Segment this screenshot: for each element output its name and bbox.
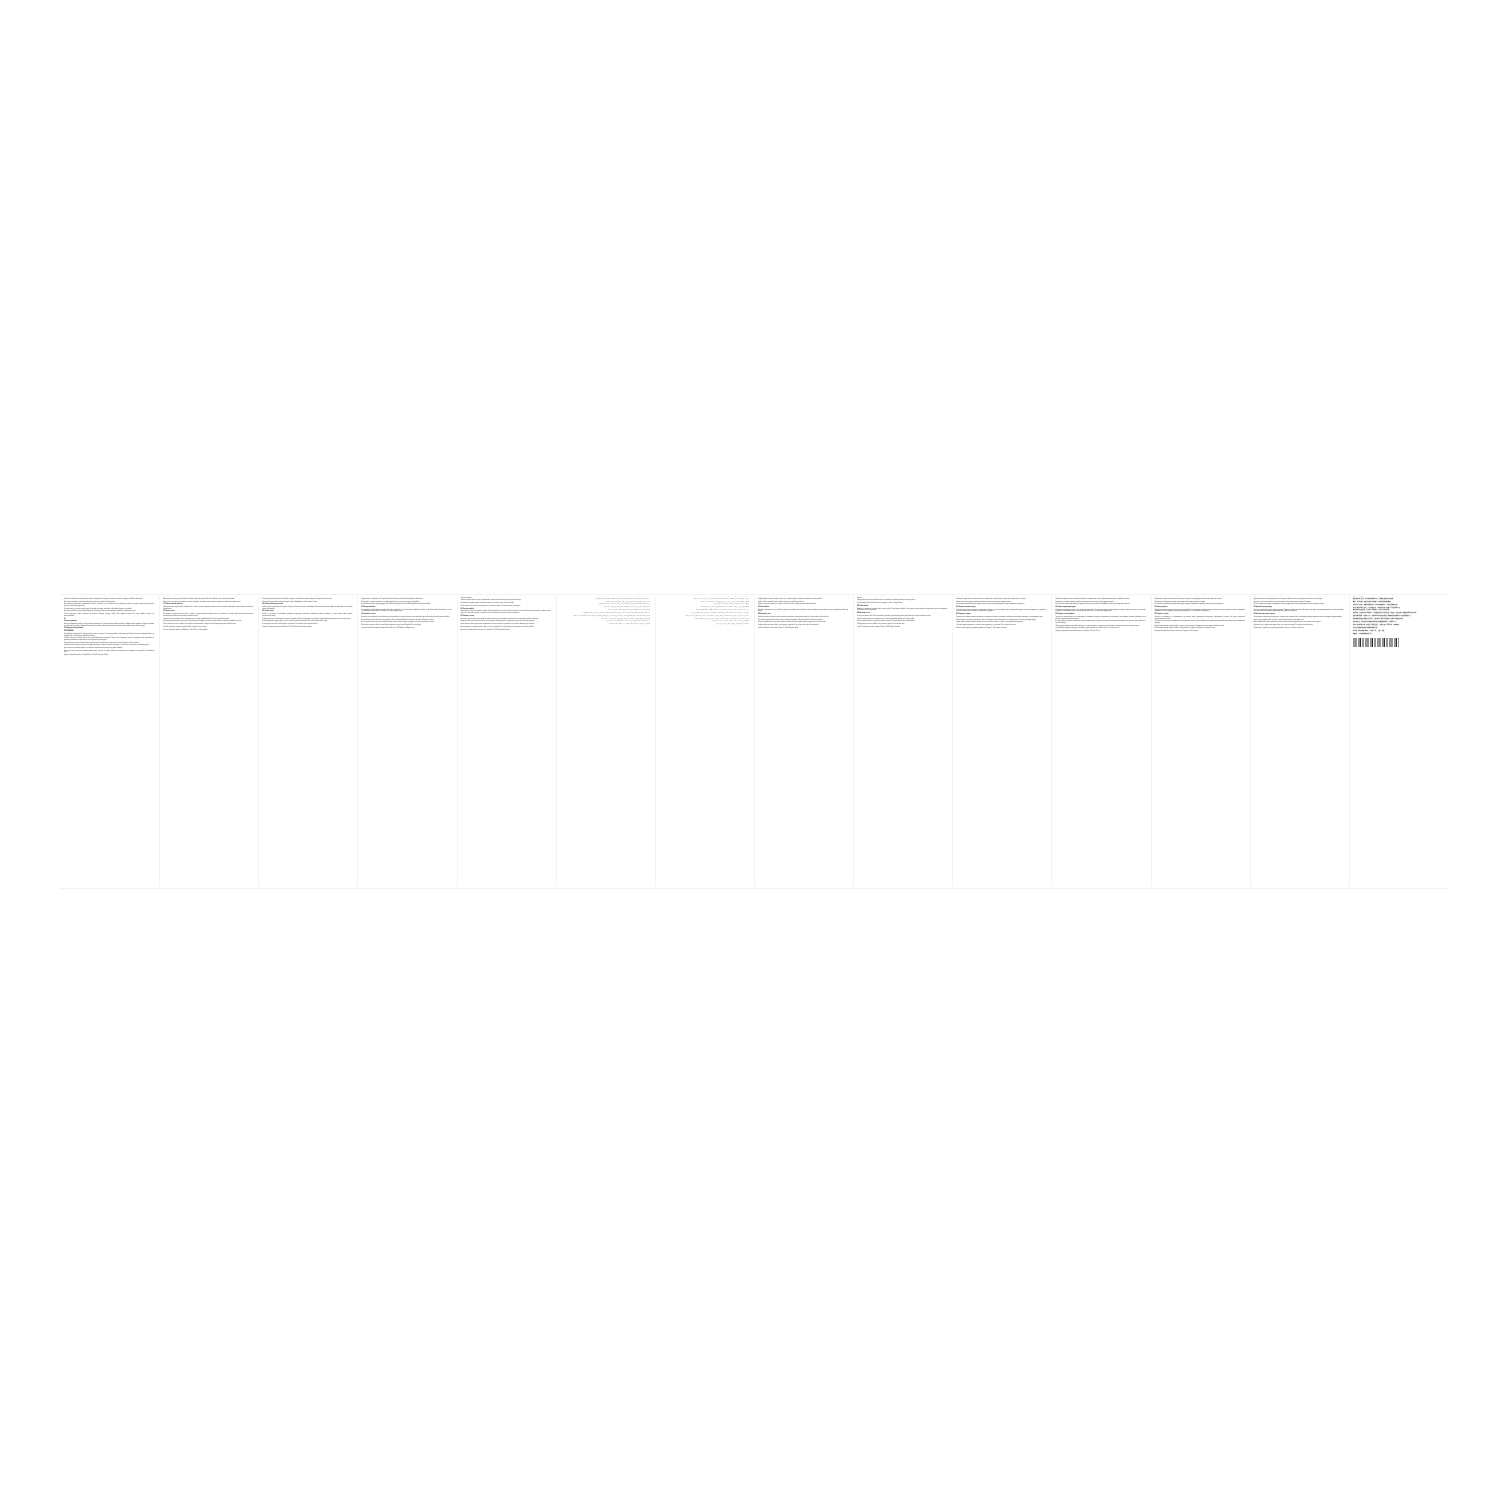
paragraph: Nie uzywaj urzadzenia, jesli przewod zasilajacy jest uszkodzony. Naprawe moze wykonywac wylacznie autoryzowany serwis. xyxy=(64,611,136,613)
paragraph: Підключайте прилад лише до заземленої розетки з напругою, що відповідає зазначеній на заводській табличці. xyxy=(1154,598,1222,600)
paragraph: Uvoznik: Distributer kucanskih uredjaja, Primjer 6, 10000 Zagreb, Hrvatska xyxy=(857,626,901,628)
paragraph: prije prve upotrebe pazljivo procitajte upute za uporabu i zadrzite ih za kasnije potrebe. Uredjaj je namijenjen isključivo za kucnu uporabu u zatvorenom prostoru. xyxy=(857,596,948,599)
paragraph: Не оставяйте включения уред без надзор. Децата могат да използват уреда само под наблюдение на възрастен. xyxy=(956,604,1025,606)
paragraph: Nie zanurzaj urzadzenia, przewodu zasilajacego ani wtyczki w wodzie lub innych plynach. xyxy=(64,601,116,603)
paragraph: Ostrzezenie: Urzadzenie nalezy podlaczac wylacznie do gniazda sieciowego z uziemieniem o napieciu zgodnym z tabliczka znamionowa. xyxy=(64,598,143,600)
section-heading: 请将产品放置在平整、稳固且干燥的台面上，距桌边至少 20 厘米，远离热源。 xyxy=(1352,624,1400,626)
paragraph: Барлық жөндеу жұмыстарын тек уәкілетті қызмет көрсету орталығы орындауы тиіс. xyxy=(1253,619,1304,621)
paragraph: Забороняється занурювати прилад, шнур живлення або вилку у воду чи інші рідини. xyxy=(1154,601,1206,603)
paragraph: Uredjaj prikljucite samo na uzemljenu uticnicu s naponom koji odgovara podacima na nazivnoj plocici. xyxy=(857,600,916,602)
section-heading: CZ Zaruka a servis xyxy=(163,611,175,613)
paragraph: Uredjaj postavite na ravnu, stabilnu i suhu povrsinu, najmanje 20 cm od ruba stola. xyxy=(857,624,905,626)
paragraph: حماية البيئة: مواد التعبئة قابلة لإعادة التدوير. لا تتخلص من الجهاز مع النفايات المنزلية بل سلمه إلى مركز تجميع الأجهزة الكهربائية. xyxy=(582,612,650,614)
paragraph: Nie pozostawiaj wlaczonego urzadzenia bez nadzoru. Urzadzenie nie jest przeznaczone do obslugi przez dzieci ani osoby o ograniczonej sprawnosci fizycznej, czuciowej lub psychicznej. xyxy=(64,604,155,607)
paragraph: Преди първата употреба измийте всички части, които влизат в контакт с храна, с топла вода и миещ препарат. xyxy=(956,622,1024,624)
leaflet-column-fa xyxy=(655,596,754,886)
leaflet-column-hu xyxy=(357,596,456,886)
paragraph: ضع الجهاز على سطح مستوٍ وثابت وجاف بعيداً عن حافة الطاولة وعن مصادر الحرارة. xyxy=(605,621,650,623)
paragraph: Nikdy neponorujte pristroj, privodni kabel ani vidlici do vody nebo jinych kapalin. Hrozi nebezpeci urazu elektrickym proudem. xyxy=(163,598,235,600)
section-heading: PL Gwarancja i obsluga klienta xyxy=(64,628,84,630)
paragraph: Всички ремонти трябва да се извършват само от оторизиран сервиз. Използването на неоригинални части може да повреди уреда. xyxy=(956,619,1036,621)
section-heading: 环境保护：包装材料可回收利用。产品报废后请勿与生活垃圾一同丢弃，应交由电子电器废弃物回收点处理。 xyxy=(1352,613,1418,615)
leaflet-column-kk xyxy=(1250,596,1349,886)
paragraph: Усі ремонтні роботи мають виконувати лише авторизовані сервісні центри. Використання неоригінальних деталей може призвести до пошкодження приладу. xyxy=(1154,621,1245,624)
paragraph: Құрылғыны алғаш пайдаланбас бұрын осы нұсқаулықты мұқият оқып шығыңыз және оны кейінірек пайдалану үшін сақтап қойыңыз. xyxy=(1253,596,1334,597)
section-heading: 进口商：家用电器代理商，示例路 1 号，上海，中国 xyxy=(1352,630,1385,632)
paragraph: پس از هر بار استفاده و پیش از تمیز کردن، دوشاخه را از پریز بکشید و بگذارید دستگاه کاملاً خنک شود. xyxy=(695,610,749,612)
fold-line xyxy=(457,596,458,886)
fold-line xyxy=(357,596,358,886)
fold-line xyxy=(258,596,259,886)
paragraph: الضمان والخدمة: لا يشمل الضمان الأعطال الناتجة عن الاستخدام غير الصحيح أو عدم الالتزام بالتعليمات أو إصلاح الجهاز بواسطة أشخاص غير مؤهلين. xyxy=(572,615,650,617)
paragraph: Поставете уреда върху равна, стабилна и суха повърхност, на най-малко 20 см от ръба на масата. xyxy=(956,625,1016,627)
paragraph: Importator: Distribuitor de electrocasnice, Str. Exemplu 7, 010101 Bucuresti, Romania xyxy=(460,629,510,631)
paragraph: Никога не потапяйте уреда, захранващия кабел или щепсела във вода или други течности. xyxy=(956,601,1012,603)
paragraph: Figyelmeztetes: a keszuleket csak a tipustablan jelzett feszultsegu, foldelt halozati aljzathoz csatlakoztassa. xyxy=(361,598,424,600)
section-heading: 使用说明与安全须知 xyxy=(1352,596,1365,597)
paragraph: Құрылғыны тегіс, тұрақты және құрғақ бетке, үстел шетінен кемінде 20 см қашықтықта орнатыңыз. xyxy=(1253,625,1314,627)
paragraph: تحذير: قم بتوصيل الجهاز فقط بمأخذ تيار مؤرض يطابق الجهد المبين على لوحة البيانات. xyxy=(604,601,650,603)
paragraph: حفاظت از محیط زیست: مواد بسته‌بندی قابل بازیافت هستند. دستگاه فرسوده را همراه با زباله خانگی دور نریزید. xyxy=(690,612,749,614)
paragraph: المستورد: موزع الأجهزة المنزلية، شارع المثال ٤، دبي، الإمارات العربية المتحدة xyxy=(609,624,650,626)
paragraph: Pred zapojenim pristroja do siete skontrolujte, ci napatie v sieti odpoveda napatiu uvedenemu na typovom stitku pristroja. xyxy=(262,598,332,600)
paragraph: Nu introduceti niciodata aparatul, cablul de alimentare sau stecherul in apa sau in alte lichide. xyxy=(460,603,515,605)
leaflet-column-zh xyxy=(1349,596,1448,886)
paragraph: Wszelkie czynnosci serwisowe nalezy zlecac wykwalifikowanemu personelowi. Uzycie czesci zamiennych innych niz oryginalne moze doprowadzic do powaznego uszkodzenia urzadzenia oraz utraty uprawnien gwarancyjnych. xyxy=(64,638,155,641)
fold-line xyxy=(1349,596,1350,886)
fold-line xyxy=(159,596,160,886)
paragraph: Prije prve uporabe operite sve dijelove koji dolaze u kontakt s hranom toplom vodom i deterdzentom. xyxy=(857,621,915,623)
section-heading: HU Kornyezetvedelem xyxy=(361,607,376,609)
paragraph: Az elso hasznalat elott mossa el az etelekkel erintkezo osszes alkatreszt meleg, mosogatoszeres vizben, majd torolje szarazra. xyxy=(361,622,435,624)
paragraph: Popravke smije obavljati samo ovlasteni servis. Uporaba neoriginalnih dijelova moze ostetiti uredjaj. xyxy=(857,618,915,620)
paragraph: Po zakonczeniu pracy zawsze wyjmij wtyczke z gniazda sieciowego i odczekaj do calkowitego ostygniecia urzadzenia. xyxy=(64,608,132,610)
paragraph: Гарантия не распространяется на повреждения, возникшие вследствие неправильной эксплуатации, несоблюдения указаний руководства или ремонта неуполномоченными лицами. xyxy=(1055,616,1146,620)
paragraph: قبل الاستخدام الأول اغسل جميع الأجزاء التي تلامس الطعام بماء دافئ ومنظف ثم جففها جيداً. xyxy=(601,618,650,620)
section-heading: 警告：仅可将本产品连接至电压与铭牌标示相符的接地电源插座。 xyxy=(1352,601,1392,603)
paragraph: Подключайте прибор только к заземленной розетке с напряжением, соответствующим указанному на заводской табличке. xyxy=(1055,598,1130,600)
paragraph: Uredjaj, kabl za napajanje ili utikac nikada ne potapajte u vodu ili druge tekucine. xyxy=(757,601,805,603)
paragraph: Перед первым применением вымойте все детали, соприкасающиеся с продуктами, теплой водой с моющим средством и насухо вытрите. xyxy=(1055,625,1140,627)
paragraph: Перед першим використанням вимийте всі деталі, що контактують із продуктами, теплою водою з мийним засобом. xyxy=(1154,625,1225,627)
section-heading: Ochrona srodowiska xyxy=(64,621,77,623)
barcode xyxy=(1353,638,1399,647)
section-heading: 切勿将产品主体、电源线或插头浸入水中或其他液体中，以免发生触电危险。 xyxy=(1352,604,1399,606)
paragraph: Nie przenos ani nie przesuwaj urzadzenia podczas pracy. Ustaw je na stabilnej, plaskiej i suchej powierzchni, w odleglosci co najmniej 20 cm od krawedzi stolu. xyxy=(64,650,155,654)
section-heading: UPOZORNENIE xyxy=(64,631,74,633)
paragraph: Przed pierwszym uzyciem dokladnie umyj wszystkie elementy majace kontakt z zywnoscia. Nie zanurzaj korpusu silnika w wodzie. xyxy=(64,642,139,644)
section-heading: BG Гаранция и сервиз xyxy=(956,614,971,616)
paragraph: Ambalajul este realizat din materiale reciclabile. Predati ambalajul la un centru de colectare selectiva. La sfarsitul duratei de viata, aparatul nu trebuie aruncat impreuna cu deseurile menajere, ci predat unui centru de colectare a deseurilor electrice si electronice. xyxy=(460,611,551,614)
paragraph: Импортер: Дистрибьютор бытовой техники, ул. Пример 1, Москва, Россия xyxy=(1055,631,1100,633)
paragraph: Dovozca: Distributor spotrebicov, Prikladova 5, 811 01 Bratislava, Slovenska republika xyxy=(262,626,312,628)
section-heading: تعليمات الاستخدام والسلامة xyxy=(632,596,650,597)
fold-line xyxy=(754,596,755,886)
fold-line xyxy=(853,596,854,886)
leaflet-column-ro xyxy=(457,596,556,886)
paragraph: vyrobku, je treba jeho prvni pouziti pohovorem navodu vyrobce. Po ukonceni pouzivani pristroj vzdy odpojte od elektricke site vytazenim vidlice ze zasuvky. xyxy=(163,596,252,597)
paragraph: Garancija ne pokriva stete nastale nepravilnom uporabom, nepostivanjem uputa ili popravkom koji je izvrsila neovlastena osoba. xyxy=(857,615,931,617)
paragraph: واردکننده: توزیع‌کننده لوازم خانگی، خیابان نمونه ۹، تهران، ایران xyxy=(716,624,749,626)
paragraph: Zaruka sa nevztahuje na poskodenia sposobene nespravnym pouzivanim, nedodrzanim pokynov uvedenych v tomto navode alebo zasahom neautorizovanej osoby. xyxy=(262,614,353,617)
paragraph: Sve popravke prepustite ovlascenom servisu. Upotreba neoriginalnih delova moze dovesti do ostecenja uredjaja. xyxy=(757,619,823,621)
paragraph: Упаковочные материалы пригодны для вторичной переработки. По окончании срока службы прибор не следует выбрасывать вместе с бытовыми отходами, его необходимо сдать в пункт сбора электрического и электронного оборудования. xyxy=(1055,609,1146,613)
paragraph: دستگاه را روی سطحی صاف، محکم و خشک و دور از لبه میز قرار دهید. xyxy=(711,621,749,623)
paragraph: دستگاه روشن را بدون نظارت رها نکنید و اجازه ندهید کودکان بدون نظارت از آن استفاده کنند. xyxy=(700,607,749,609)
section-heading: SK Ochrana zivotneho prostredia xyxy=(262,604,283,606)
paragraph: A csomagolas ujrahasznosithato anyagbol kesult. A csomagolast a helyi eloirasoknak megfeleloen helyezze el. Az elhasznalodott keszuleket ne a hazi szemetbe dobja, hanem adja le az elektromos hulladekot gyujto helyen. xyxy=(361,609,452,613)
paragraph: Перед первым использованием прибора внимательно прочитайте настоящее руководство и сохраните его для дальнейшего использования. xyxy=(1055,596,1141,597)
section-heading: 首次使用本产品前，请仔细阅读本说明书，并妥善保管以供日后参考。 xyxy=(1352,598,1395,600)
paragraph: Obalovy material je recyklovatelny. Likvidujte obal v souladu s mistnimi predpisy. Vyrobek po skonceni zivotnosti odevzdejte do sberneho dvora urceneho pro elektrozarizeni. xyxy=(163,607,254,610)
section-heading: 产品技术参数请参阅机身底部的铭牌标签。 xyxy=(1352,627,1379,629)
section-heading: RU Гарантия и обслуживание xyxy=(1055,614,1075,616)
paragraph: Conectati aparatul numai la o priza cu impamantare, avand tensiunea indicata pe placuta cu date tehnice. xyxy=(460,600,522,602)
paragraph: Запрещается погружать прибор, сетевой шнур или штепсельную вилку в воду и другие жидкости. xyxy=(1055,601,1115,603)
fold-line xyxy=(655,596,656,886)
section-heading: RU Защита окружающей среды xyxy=(1055,607,1076,609)
paragraph: Кепілдік дұрыс пайдаланбау, нұсқаулықты сақтамау немесе уәкілетті емес тұлғалардың жөндеуі салдарынан болған зақымдарға қолданылмайды. xyxy=(1253,616,1343,618)
paragraph: Przed czyszczeniem odlacz urzadzenie od zasilania. Obudowe przetrzyj miekka, lekko wilgotna szmatka. Nie stosuj srodkow sciernych ani rozpuszczalnikow. xyxy=(64,614,155,617)
leaflet-column-bg xyxy=(952,596,1051,886)
section-heading: UK Гарантія та сервіс xyxy=(1154,614,1169,616)
paragraph: Опаковъчният материал подлежи на рециклиране. В края на експлоатационния срок не изхвърляйте уреда с битовите отпадъци, а го предайте в пункт за събиране на електрическо и електронно оборудване. xyxy=(956,609,1047,613)
section-heading: 每次使用后及清洁前，请先拔下电源插头，并待产品完全冷却。 xyxy=(1352,610,1391,612)
section-heading: KK Кепілдік және қызмет көрсету xyxy=(1253,614,1276,616)
leaflet-column-sr xyxy=(754,596,853,886)
paragraph: Гаранцията не покрива повреди, причинени от неправилна употреба, неспазване на указанията или ремонт, извършен от неоторизирано лице. xyxy=(956,616,1043,618)
paragraph: Nu lasati aparatul in functiune nesupravegheat si nu permiteti copiilor sa il foloseasca fara supraveghere. xyxy=(460,605,521,607)
section-heading: HR Zastita okolisa xyxy=(857,605,869,607)
section-heading: دستورالعمل استفاده و نکات ایمنی xyxy=(727,596,749,597)
paragraph: A garancia nem vonatkozik a nem rendeltetesszeru hasznalatbol, a hasznalati utasitas be nem tartasabol vagy szakszerutlen javitasbol szarmazo hibakra. xyxy=(361,616,450,618)
fold-line xyxy=(556,596,557,886)
paragraph: Urzadzenie przeznaczone jest wylacznie do uzytku domowego, w pomieszczeniach zamknietych, i nie moze byc stosowane do celow komercyjnych. xyxy=(64,645,150,647)
paragraph: a aparatului va preveni accidentarea si prelungirea duratei de viata a produsului. Cititi cu atentie instructiunile inainte de prima utilizare si pastrati-le pentru consultari ulterioare. xyxy=(460,596,551,599)
paragraph: هشدار: دستگاه را تنها به پریز دارای اتصال زمین با ولتاژ مطابق برچسب مشخصات وصل کنید. xyxy=(700,601,749,603)
paragraph: لا تغمر الجهاز أو كابل الطاقة أو القابس في الماء أو في أي سائل آخر لتجنب خطر الصعق الكهربائي. xyxy=(598,604,650,606)
paragraph: Не оставляйте включенный прибор без присмотра. Дети могут пользоваться прибором только под наблюдением взрослых. xyxy=(1055,604,1130,606)
leaflet-column-cz xyxy=(159,596,258,886)
section-heading: 所有维修均须由授权服务中心进行，使用非原厂配件可能造成产品损坏并使保修失效。 xyxy=(1352,619,1404,621)
fold-line xyxy=(952,596,953,886)
leaflet-top-edge xyxy=(60,594,1448,595)
paragraph: Dane techniczne urzadzenia podane sa na tabliczce znamionowej umieszczonej na spodzie obudowy. xyxy=(64,648,123,650)
paragraph: Asezati aparatul pe o suprafata plana, stabila si uscata, la minimum 20 cm de marginea mesei si departe de sursele de caldura. xyxy=(460,626,534,628)
section-heading: PL xyxy=(64,618,66,620)
section-heading: CZ Ochrana zivotniho prostredi xyxy=(163,604,183,606)
leaflet-column-hr xyxy=(853,596,952,886)
section-heading: HR Garancija i servis xyxy=(857,612,871,614)
paragraph: Импорттаушы: Тұрмыстық техника дистрибьюторы, Мысал к. 1, Алматы, Қазақстан xyxy=(1253,628,1304,629)
paragraph: A keszuleket, a halozati vezeteket es a csatlakozodugot soha ne merirse vizbe vagy mas folyadekba. xyxy=(361,601,420,603)
paragraph: ضمانت و خدمات پس از فروش: ضمانت شامل خرابی‌های ناشی از استفاده نادرست یا تعمیر توسط افراد غیرمجاز نمی‌شود. xyxy=(684,615,749,617)
paragraph: A keszuleket vizszintes, stabil es szaraz feluletre helyezze, az asztal szelelol legalabb 20 cm tavolsagra. xyxy=(361,625,422,627)
section-heading: 制造商：示例电器制造有限公司 xyxy=(1352,633,1372,635)
paragraph: لا تترك الجهاز يعمل دون مراقبة. لا يجوز للأطفال استخدام الجهاز دون إشراف شخص بالغ. xyxy=(603,607,650,609)
section-heading: 首次使用前，请用温水和洗涤剂清洗所有与食物接触的部件，并擦拭干净。 xyxy=(1352,622,1398,624)
paragraph: Importer: Dystrybutor sprzetu, ul. Przykladowa 12, 00-001 Warszawa, Polska xyxy=(64,655,109,657)
paragraph: pre prve upotrebe pazljivo procitajte uputstvo za upotrebu i sacuvajte ga za buducu upotrebu. xyxy=(757,596,812,597)
section-heading: HU Garancia es szerviz xyxy=(361,614,376,616)
paragraph: Inainte de prima utilizare spalati toate componentele care intra in contact cu alimentele cu apa calda si detergent, apoi stergeti-le. xyxy=(460,624,535,626)
paragraph: Pred prvym pouzitim umyjte vsetky casti, ktore pridu do kontaktu s potravinami. Telo motora neponarajte do vody. xyxy=(262,621,328,623)
paragraph: Ambalaza je izradena od materijala koji se moze reciklirati. Stari uredjaj ne odlazite u kucni otpad, nego ga predajte na odgovarajuce mjesto za prikupljanje elektricnog i elektronskog otpada. xyxy=(857,608,948,612)
paragraph: Opravy pristroje smi provadet pouze autorizovany servis. Pouziti neoriginalnich dilu muze vest k poskozeni pristroje. xyxy=(163,618,230,620)
paragraph: pomocou navodu na pouzitie. Pristroj nie je urceny na vonkajsie pouzitie ani na priemyselne ucely. xyxy=(262,596,319,597)
paragraph: Включвайте уреда само към заземен контакт с напрежение, съответстващо на указаното върху табелката с данни. xyxy=(956,598,1026,600)
paragraph: Все виды ремонта должны выполняться только авторизованным сервисным центром. Использование неоригинальных деталей может привести к поломке прибора. xyxy=(1055,621,1146,624)
paragraph: Пакувальні матеріали придатні для вторинної переробки. Після завершення терміну експлуатації прилад не можна утилізувати разом із побутовими відходами, його слід передати до пункту збору електричного та електронного обладнання. xyxy=(1154,609,1245,613)
paragraph: Pristroj nikdy neponarajte do vody ani do inych kvapalin. Nedotykajte sa vidlice mokrymi rukami. xyxy=(262,601,318,603)
paragraph: Устанавливайте прибор на ровную, устойчивую и сухую поверхность, не менее чем в 20 см от края стола. xyxy=(1055,628,1120,630)
paragraph: Гарантія не поширюється на пошкодження, що виникли через неправильну експлуатацію, недотримання інструкції або ремонт, виконаний неуповноваженою особою. xyxy=(1154,616,1245,620)
paragraph: Garantia nu acopera defectiunile rezultate din utilizarea incorecta, nerespectarea instructiunilor sau intervenția persoanelor neautorizate. xyxy=(460,618,539,620)
paragraph: Pry opombku wyrabiaty. Pled tegoliru uzytkiem urzadzenia uwaznie zapoznaj sie z trescia niniejszej instrukcji obslugi i zachowaj ja na przyszlosc. xyxy=(64,596,148,597)
section-heading: RO Protectia mediului xyxy=(460,608,475,610)
leaflet-column-uk xyxy=(1151,596,1250,886)
paragraph: Перед першим використанням приладу уважно прочитайте цю інструкцію та збережіть її для подальшого використання. xyxy=(1154,596,1228,597)
paragraph: Nieprawidlowa eksploatacja lub nieprzestrzeganie zalecen zawartych w instrukcji powoduje utrate gwarancji. Producent nie ponosi odpowiedzialnosci za szkody wynikle z niewlasciwego uzytkowania wyrobu. xyxy=(64,633,155,637)
paragraph: دستگاه، سیم برق یا دوشاخه را هرگز در آب یا مایعات دیگر فرو نبرید. xyxy=(713,604,749,606)
paragraph: Қаптама материалдары қайта өңдеуге жарамды. Пайдалану мерзімі өткеннен кейін құрылғыны тұрмыстық қалдықтармен бірге тастауға болмайды, оны электр және электрондық жабдықтарды жинау орнына өткізу керек. xyxy=(1253,609,1344,613)
paragraph: Pre prve upotrebe operite sve delove koji dolaze u kontakt sa hranom toplom vodom i detergentom, a zatim ih osusite. xyxy=(757,622,826,624)
paragraph: Pristroj umistete na rovnou, stabilni a suchou plochu mimo dosah deti a horkych povrchu. Nepouzivejte pristroj v blizkosti vody. xyxy=(163,624,236,626)
paragraph: Garancija ne pokriva ostecenja nastala nepravilnom upotrebom, nepostovanjem uputstva ili intervencijom neovlascenih lica. xyxy=(757,616,829,618)
section-heading: SR Zastita okoline xyxy=(757,607,770,609)
paragraph: Преди първата употреба прочетете внимателно настоящото ръководство и го запазете за бъдещи справки. xyxy=(956,596,1022,597)
paragraph: Vsetky opravy zverte autorizovanemu servisnemu stredisku. Pouzitie neoriginalnych sucastok moze sposobit poskodenie pristroja a stratu zarucnych prav. xyxy=(262,618,351,620)
paragraph: Ukljucen uredjaj ne ostavljajte bez nadzora. Deca smeju koristiti uredjaj samo pod nadzorom odraslih. xyxy=(757,604,817,606)
leaflet-bottom-edge xyxy=(60,888,1448,889)
paragraph: Na vyrobek je poskytovana zarucni lhuta v souladu s platnymi pravnimi predpisy. Zaruka se nevztahuje na zavady vznikle nespravnym pouzivanim, mechanickym poskozenim nebo zasahem neodborne osoby. xyxy=(163,614,254,617)
paragraph: Materijal za pakovanje moze se reciklirati. Uredjaj na kraju radnog veka ne odlazite sa kucnim otpadom, vec ga predajte na mesto za prikupljanje elektricnog otpada. xyxy=(757,609,849,613)
section-heading: BG Защита на околната среда xyxy=(956,607,976,609)
section-heading: SK Zaruka a servis xyxy=(262,611,274,613)
paragraph: A keszulek elso hasznalata elott figyelmesen olvassa el a hasznalati utasitast es orizze meg a kesobbi hasznalat soran. xyxy=(361,596,430,597)
paragraph: Importalo: Haztartasi keszulekek forgalmazoja, Pelda utca 3, 1011 Budapest, Magyarorszag xyxy=(361,628,415,629)
paragraph: A mukodo keszuleket ne hagyja felugyelet nelkul. A keszuleket gyermekek csak felnott felugyelete mellett hasznalhatjak. xyxy=(361,604,431,606)
paragraph: Алғаш пайдаланбас бұрын тамақпен жанасатын барлық бөлшектерді жылы сумен және жуғыш затпен жуыңыз. xyxy=(1253,622,1321,624)
paragraph: A keszulek javitasat kizarolag szakszerviz vegezheti. Nem eredeti potalkatreszek hasznalata a keszulek serulesehez vezethet. xyxy=(361,619,434,621)
paragraph: يرجى قراءة دليل الاستخدام بعناية قبل تشغيل الجهاز للمرة الأولى والاحتفاظ به للرجوع إليه في المستقبل. xyxy=(595,598,650,600)
paragraph: Uvoznik: Distributer kucnih aparata, Primer 11, 11000 Beograd, Srbija xyxy=(757,628,798,629)
fold-line xyxy=(1051,596,1052,886)
section-heading: RO Garantie si service xyxy=(460,615,475,617)
paragraph: Құрылғыны зауыттық тақтайшада көрсетілген кернеуге сәйкес келетін жерге тұйықталған розеткаға ғана қосыңыз. xyxy=(1253,598,1323,600)
leaflet-column-pl xyxy=(60,596,159,886)
fold-line xyxy=(1250,596,1251,886)
paragraph: Pristroj neni urcen k pouzivani osobami se snizenymi fyzickymi, smyslovymi nebo mentalnimi schopnostmi, pokud nejsou pod dozorem. xyxy=(163,601,241,603)
paragraph: Dovozce: Distributor spotrebicu, Prikladova 8, 100 00 Praha, Ceska republika xyxy=(163,629,208,631)
leaflet-column-sk xyxy=(258,596,357,886)
paragraph: Uredjaj, prikljucni kabel ili utikac nikada ne uranjajte u vodu ni u druge tekucine. xyxy=(857,603,903,605)
paragraph: Імпортер: Дистриб'ютор побутової техніки, вул. Приклад 1, Київ, Україна xyxy=(1154,631,1198,633)
section-heading: 请勿让通电中的产品处于无人看管状态。儿童必须在成人监督下方可使用本产品。 xyxy=(1352,607,1402,609)
paragraph: Құрылғыны, қуат сымын немесе ашаны суға немесе басқа сұйықтықтарға батыруға болмайды. xyxy=(1253,601,1311,603)
paragraph: Technicke parametry naleznete na typovem stitku na spodni strane pristroje. xyxy=(163,626,207,628)
paragraph: Қосылған құрылғыны қараусыз қалдырмаңыз. Балалар құрылғыны ересектердің қарауымен ғана пайдалана алады. xyxy=(1253,604,1324,606)
paragraph: Не залишайте увімкнений прилад без догляду. Діти можуть користуватися приладом лише під наглядом дорослих. xyxy=(1154,604,1224,606)
paragraph: Pristroj postavte na rovnu a stabilnu plochu, minimalne 20 cm od okraja stola, mimo dosahu deti. xyxy=(262,624,318,626)
fold-line xyxy=(1151,596,1152,886)
leaflet-column-ru xyxy=(1051,596,1150,886)
paragraph: Uredjaj prikljucite samo na uzemljenu mrezu cija se voltaza poklapa sa podacima navedenim na nazivnoj tablici. xyxy=(757,598,823,600)
paragraph: Встановлюйте прилад на рівній, стійкій та сухій поверхні, на відстані не менше 20 см від краю столу. xyxy=(1154,628,1216,630)
paragraph: Вносител: Дистрибутор на домакински уреди, ул. Пример 2, 1000 София, България xyxy=(956,628,1007,629)
paragraph: Pred prvnim pouzitim umyjte vsechny casti, ktere prichazeji do kontaktu s potravinami, teplou vodou se saponatem a dukladne je osuste. xyxy=(163,621,242,623)
section-heading: 保修与售后服务：因使用不当、未遵守说明书或由非授权人员维修而造成的损坏不在保修范围之内。 xyxy=(1352,616,1412,618)
section-heading: UK Захист довкілля xyxy=(1154,607,1168,609)
section-heading: KK Қоршаған ортаны қорғау xyxy=(1253,607,1272,609)
paragraph: Reparatiile trebuie efectuate exclusiv de un service autorizat. Utilizarea pieselor neoriginale poate duce la deteriorarea aparatului. xyxy=(460,621,535,623)
paragraph: پیش از نخستین استفاده همه قطعاتی را که با مواد غذایی تماس دارند با آب گرم و مایع ظرفشویی بشویید. xyxy=(694,618,749,620)
section-heading: SR Garancija i servis xyxy=(757,614,771,616)
leaflet-column-ar xyxy=(556,596,655,886)
paragraph: Material opakowaniowy nadaje sie do ponownego przetworzenia. Opakowanie nalezy oddac do punktu selektywnej zbiorki odpadow. Zuzytego urzadzenia nie nalezy wyrzucac razem z odpadami domowymi, lecz przekazac do odpowiedniego punktu zbiorki sprzetu elektrycznego i elektronicznego. xyxy=(64,624,155,627)
paragraph: Obalove materialy odovzdajte na recyklaciu. Vyrobok po skonceni zivotnosti neodhadzujte do bezneho komunalneho odpadu, ale odovzdajte ho na zbernom miesto elektroodpadu. xyxy=(262,607,353,610)
paragraph: پیش از نخستین استفاده از دستگاه، این راهنما را با دقت مطالعه کنید و آن را برای مراجعات بعدی نگه دارید. xyxy=(693,598,749,600)
paragraph: Uredjaj postavite na ravnu, stabilnu i suvu povrsinu, najmanje 20 cm od ivice stola i dalje od izvora toplote. xyxy=(757,625,819,627)
paragraph: افصل الجهاز عن مصدر الطاقة بعد كل استخدام وقبل التنظيف، واتركه يبرد تماماً. xyxy=(608,610,650,612)
